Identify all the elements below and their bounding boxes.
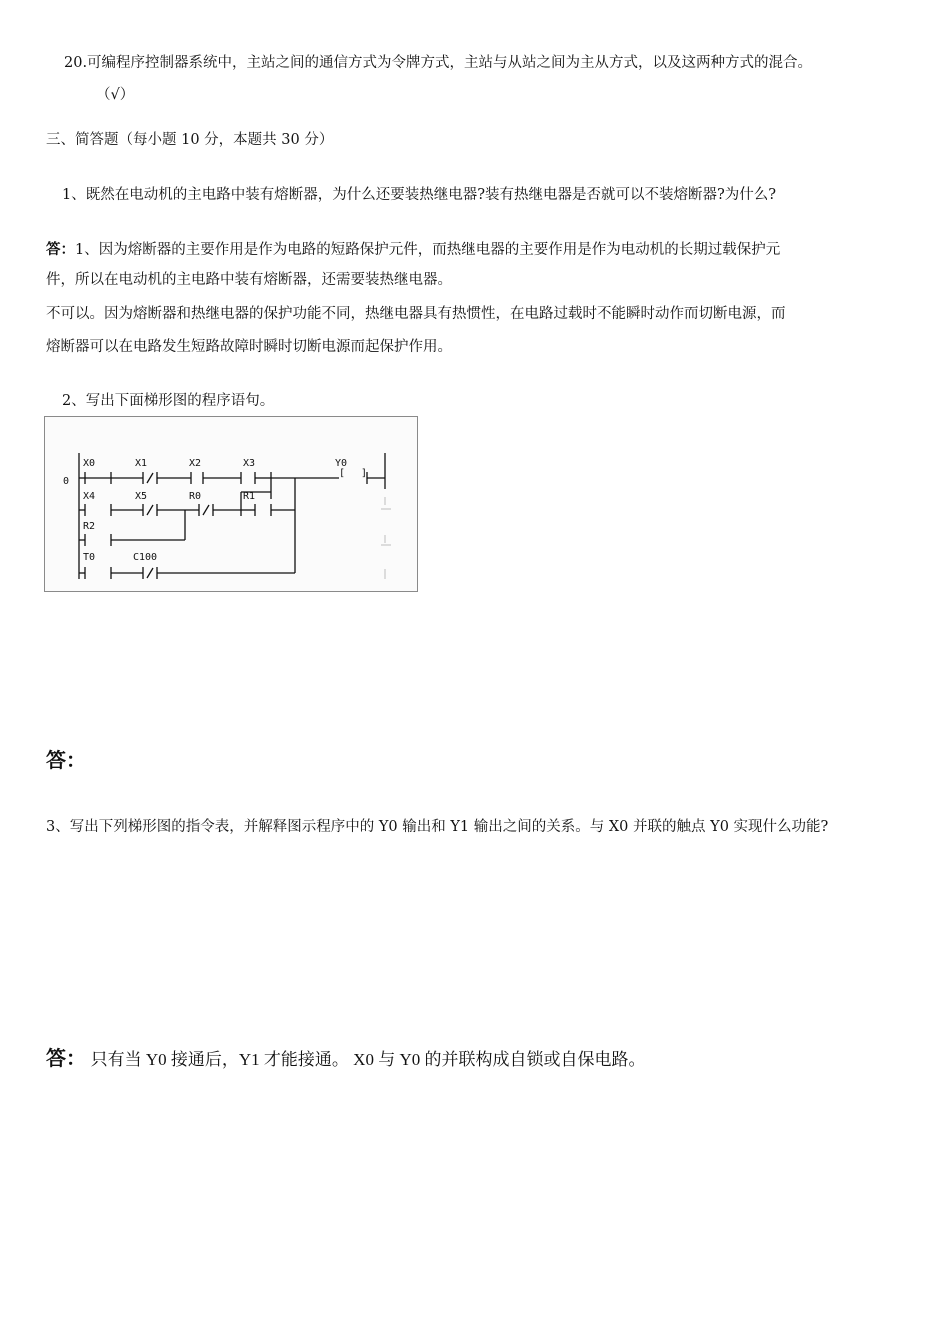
q1-answer-line2: 件，所以在电动机的主电路中装有熔断器，还需要装热继电器。 (46, 272, 452, 288)
q3-answer-text: 只有当 Y0 接通后，Y1 才能接通。 X0 与 Y0 的并联构成自锁或自保电路。 (90, 1050, 646, 1069)
coil-y0-bracket-open: [ (339, 468, 346, 479)
coil-y0-bracket-close: ] (361, 468, 368, 479)
label-x3: X3 (243, 458, 256, 469)
label-x5: X5 (135, 491, 148, 502)
label-y0: Y0 (335, 458, 348, 469)
ladder-svg (45, 417, 417, 591)
label-x2: X2 (189, 458, 202, 469)
answer-label: 答： (46, 1046, 86, 1070)
q20-mark: （√） (96, 87, 135, 103)
q3-answer (46, 1046, 645, 1072)
label-x4: X4 (83, 491, 96, 502)
q1-answer-line3: 不可以。因为熔断器和热继电器的保护功能不同，热继电器具有热惯性，在电路过载时不能瞬时动作而切断电源，而 (46, 306, 786, 322)
q20-text: 20.可编程序控制器系统中，主站之间的通信方式为令牌方式，主站与从站之间为主从方式，以及这两种方式的混合。 (64, 55, 813, 71)
ladder-diagram (44, 416, 418, 592)
q2-answer-label: 答： (46, 748, 86, 772)
q3-question: 3、写出下列梯形图的指令表，并解释图示程序中的 Y0 输出和 Y1 输出之间的关系。与 X0 并联的触点 Y0 实现什么功能? (46, 819, 829, 835)
label-x0: X0 (83, 458, 96, 469)
answer-label: 答： (46, 242, 75, 258)
step-number: 0 (63, 476, 70, 487)
q1-answer-line4: 熔断器可以在电路发生短路故障时瞬时切断电源而起保护作用。 (46, 339, 452, 355)
q1-answer-text-1: 1、因为熔断器的主要作用是作为电路的短路保护元件，而热继电器的主要作用是作为电动机的长期过载保护元 (75, 242, 781, 258)
label-c100: C100 (133, 552, 158, 563)
label-t0: T0 (83, 552, 96, 563)
q1-answer-line1 (46, 240, 780, 260)
label-x1: X1 (135, 458, 148, 469)
label-r2: R2 (83, 521, 96, 532)
q1-question: 1、既然在电动机的主电路中装有熔断器，为什么还要装热继电器?装有热继电器是否就可以不装熔断器?为什么? (62, 187, 777, 203)
label-r1: R1 (243, 491, 256, 502)
section-heading: 三、简答题（每小题 10 分，本题共 30 分） (46, 132, 334, 148)
label-r0: R0 (189, 491, 202, 502)
q2-question: 2、写出下面梯形图的程序语句。 (62, 393, 275, 409)
